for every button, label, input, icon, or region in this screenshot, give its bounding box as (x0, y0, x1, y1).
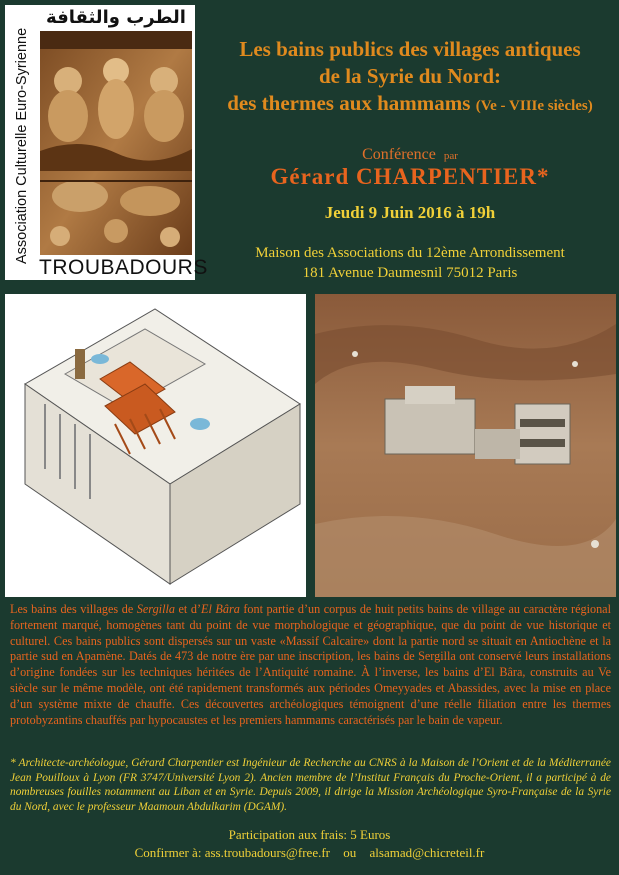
title-line-3-main: des thermes aux hammams (227, 91, 471, 115)
aerial-ruins-photo (315, 294, 616, 597)
association-name: TROUBADOURS (39, 256, 208, 279)
association-vertical-label: Association Culturelle Euro-Syrienne (14, 27, 30, 265)
association-logo (5, 5, 208, 280)
speaker-biography-note: * Architecte-archéologue, Gérard Charpentier est Ingénieur de Recherche au CNRS à la Maison de l’Orient et de la Méditerranée Jean Pouilloux à Lyon (FR 3747/Université Lyon 2). Ancien membre de l’Institut Français du Proche-Orient, il a participé à de nombreuses fouilles notamment au Liban et en Syrie. Depuis 2009, il dirige la Mission Archéologique Syro-Française de la Syrie du Nord, avec le professeur Maamoun Abdulkarim (DGAM). (10, 757, 611, 813)
title-line-1: Les bains publics des villages antiques (239, 37, 581, 61)
contact-label: Confirmer à: (134, 845, 202, 860)
title-line-2: de la Syrie du Nord: (318, 64, 501, 88)
conference-label-line (205, 146, 615, 164)
conference-label: Conférence (362, 146, 436, 163)
venue-line-2: 181 Avenue Daumesnil 75012 Paris (302, 265, 518, 281)
event-date: Jeudi 9 Juin 2016 à 19h (324, 203, 496, 222)
abstract-part-1: Les bains des villages de (10, 602, 137, 616)
abstract-part-2: et d’ (174, 602, 202, 616)
bath-plan-illustration (5, 294, 306, 597)
participation-fees: Participation aux frais: 5 Euros (228, 827, 391, 842)
title-period: (Ve - VIIIe siècles) (475, 98, 593, 114)
par-label: par (443, 150, 458, 162)
elbara-name: El Bâra (201, 602, 240, 616)
sergilla-name: Sergilla (136, 602, 175, 616)
lecture-title (205, 36, 615, 120)
contact-email-2[interactable]: alsamad@chicreteil.fr (369, 845, 485, 860)
contact-email-1[interactable]: ass.troubadours@free.fr (204, 845, 331, 860)
event-venue (205, 243, 615, 283)
contact-or: ou (343, 845, 357, 860)
speaker-name: Gérard CHARPENTIER* (270, 164, 550, 189)
abstract-part-3: font partie d’un corpus de huit petits bains de village au caractère régional fortement marqué, homogènes tant du point de vue morphologique et géographique, que du point de vue historique et culturel. Ces bains publics sont dispersés sur un vaste «Massif Calcaire» dont la partie nord se situait en Antiochène et la partie sud en Apamène. Datés de 473 de notre ère par une inscription, les bains de Sergilla ont conservé leurs installations d’origine fondées sur les techniques héritées de l’Antiquité romaine. À l’inverse, les bains d’El Bâra, construits au Ve siècle sur le même modèle, ont été rapidement transformés aux périodes Omeyyades et Abassides, avec la mise en place d’un système mixte de chauffe. Ces découvertes archéologiques témoignent d’une réelle filiation entre les thermes protobyzantins chauffés par hypocaustes et les premiers hammams caractérisés par le bain de vapeur. (10, 602, 611, 727)
title-line-3 (205, 90, 615, 120)
contact-line (5, 845, 614, 861)
arabic-title: الطرب والثقافة (46, 7, 186, 28)
ivory-relief-image (40, 31, 192, 255)
venue-line-1: Maison des Associations du 12ème Arrondissement (255, 245, 565, 261)
abstract-paragraph (10, 602, 611, 728)
